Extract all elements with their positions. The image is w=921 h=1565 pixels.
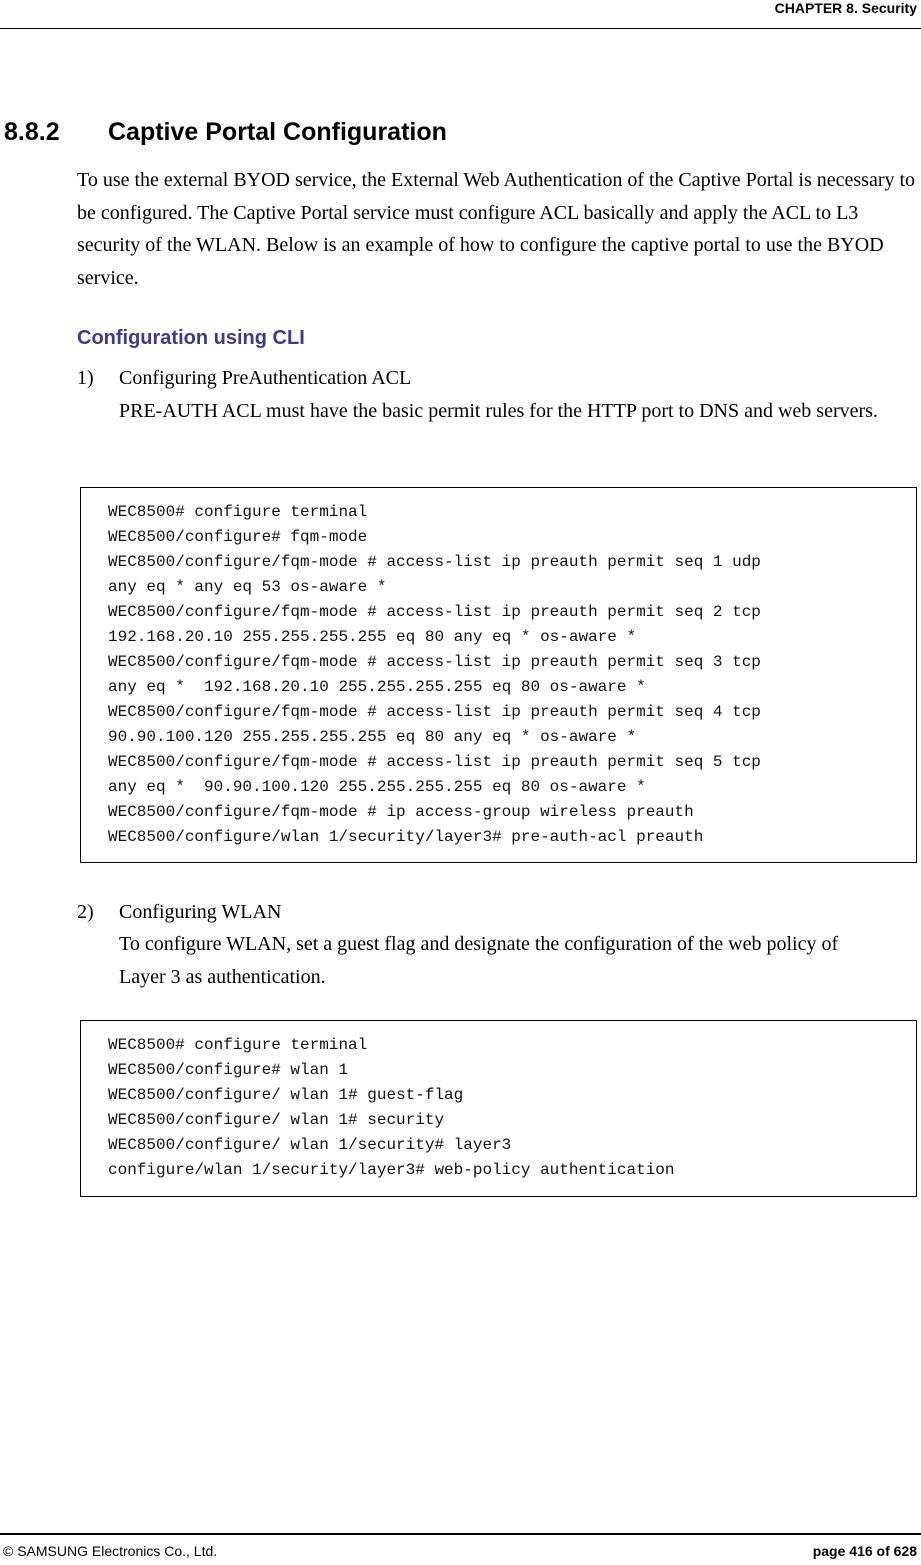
code-block-acl	[80, 487, 917, 863]
code-line: WEC8500/configure/fqm-mode # access-list ip preauth permit seq 4 tcp	[108, 703, 761, 721]
code-line: WEC8500/configure/fqm-mode # access-list ip preauth permit seq 1 udp	[108, 553, 761, 571]
footer-company: © SAMSUNG Electronics Co., Ltd.	[3, 1543, 218, 1559]
code-line: WEC8500/configure/ wlan 1# guest-flag	[108, 1086, 464, 1104]
step-2-description: To configure WLAN, set a guest flag and designate the configuration of the web policy of Layer 3 as authentication.	[119, 933, 839, 988]
code-line: WEC8500/configure/fqm-mode # access-list ip preauth permit seq 2 tcp	[108, 603, 761, 621]
code-line: any eq * 192.168.20.10 255.255.255.255 eq 80 os-aware *	[108, 678, 646, 696]
code-line: WEC8500# configure terminal	[108, 503, 368, 521]
code-line: WEC8500/configure# fqm-mode	[108, 528, 368, 546]
step-1-number: 1)	[77, 367, 94, 389]
chapter-title: CHAPTER 8. Security	[774, 0, 917, 16]
code-line: any eq * any eq 53 os-aware *	[108, 578, 387, 596]
code-line: WEC8500/configure/fqm-mode # ip access-group wireless preauth	[108, 803, 694, 821]
step-1-title-text: Configuring PreAuthentication ACL	[119, 367, 412, 389]
code-line: WEC8500# configure terminal	[108, 1036, 368, 1054]
code-line: 90.90.100.120 255.255.255.255 eq 80 any eq * os-aware *	[108, 728, 637, 746]
step-2-title	[77, 901, 281, 924]
section-number: 8.8.2	[4, 118, 60, 146]
code-block-wlan	[80, 1020, 917, 1197]
code-line: WEC8500/configure/fqm-mode # access-list ip preauth permit seq 3 tcp	[108, 653, 761, 671]
cli-subheading: Configuration using CLI	[77, 327, 305, 349]
step-2-title-text: Configuring WLAN	[119, 901, 282, 923]
code-line: WEC8500/configure/ wlan 1# security	[108, 1111, 445, 1129]
section-title: Captive Portal Configuration	[108, 118, 447, 146]
code-line: 192.168.20.10 255.255.255.255 eq 80 any eq * os-aware *	[108, 628, 637, 646]
intro-paragraph: To use the external BYOD service, the External Web Authentication of the Captive Portal is necessary to be configured. The Captive Portal service must configure ACL basically and apply the ACL to L3 security of the WLAN. Below is an example of how to configure the captive portal to use the BYOD service.	[77, 169, 916, 289]
step-2-number: 2)	[77, 901, 94, 923]
code-line: WEC8500/configure/wlan 1/security/layer3# pre-auth-acl preauth	[108, 828, 704, 846]
code-line: WEC8500/configure/fqm-mode # access-list ip preauth permit seq 5 tcp	[108, 753, 761, 771]
section-heading	[4, 118, 447, 147]
code-line: configure/wlan 1/security/layer3# web-policy authentication	[108, 1161, 675, 1179]
footer-rule	[0, 1533, 921, 1535]
code-line: WEC8500/configure# wlan 1	[108, 1061, 349, 1079]
step-1-description: PRE-AUTH ACL must have the basic permit rules for the HTTP port to DNS and web servers.	[119, 400, 878, 422]
code-line: any eq * 90.90.100.120 255.255.255.255 eq 80 os-aware *	[108, 778, 646, 796]
step-1-title	[77, 367, 411, 390]
footer-page-number: page 416 of 628	[812, 1543, 917, 1559]
page-header	[0, 0, 921, 29]
code-line: WEC8500/configure/ wlan 1/security# layer3	[108, 1136, 512, 1154]
